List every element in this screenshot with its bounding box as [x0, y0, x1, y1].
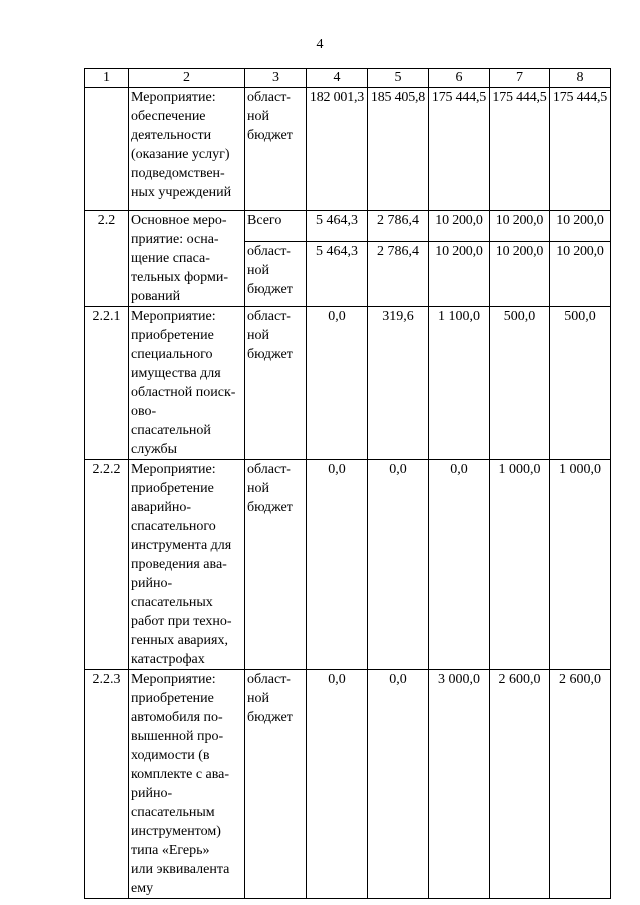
desc-line: Мероприятие: — [131, 462, 216, 477]
row-description — [129, 211, 245, 307]
source-line: област- — [247, 462, 291, 477]
desc-line: Мероприятие: — [131, 672, 216, 687]
row-code: 2.2 — [85, 211, 129, 307]
desc-line: рийно- — [131, 786, 173, 801]
desc-line: приобретение — [131, 691, 214, 706]
value-cell: 2 600,0 — [550, 670, 611, 899]
row-code: 2.2.3 — [85, 670, 129, 899]
value-cell: 500,0 — [490, 307, 550, 460]
value-cell: 10 200,0 — [550, 242, 611, 307]
desc-line: приобретение — [131, 328, 214, 343]
value-cell: 2 786,4 — [368, 242, 429, 307]
value-cell: 0,0 — [307, 460, 368, 670]
desc-line: тельных форми- — [131, 270, 228, 285]
value-cell: 1 000,0 — [550, 460, 611, 670]
source-line: ной — [247, 109, 269, 124]
budget-table — [84, 68, 611, 899]
desc-line: автомобиля по- — [131, 710, 223, 725]
row-funding-source — [245, 670, 307, 899]
value-cell: 0,0 — [429, 460, 490, 670]
desc-line: ных учреждений — [131, 185, 232, 200]
value-cell: 175 444,5 — [429, 88, 490, 211]
source-line: област- — [247, 309, 291, 324]
value-cell: 5 464,3 — [307, 211, 368, 242]
row-description — [129, 670, 245, 899]
desc-line: приобретение — [131, 481, 214, 496]
source-line: бюджет — [247, 282, 293, 298]
desc-line: службы — [131, 442, 178, 457]
value-cell: 0,0 — [368, 460, 429, 670]
desc-line: инструментом) — [131, 824, 221, 839]
value-cell: 175 444,5 — [490, 88, 550, 211]
table-row — [85, 88, 611, 211]
row-funding-source — [245, 88, 307, 211]
value-cell: 0,0 — [307, 307, 368, 460]
desc-line: вышенной про- — [131, 729, 224, 744]
table-row — [85, 460, 611, 670]
row-description — [129, 307, 245, 460]
desc-line: генных авариях, — [131, 633, 228, 648]
source-line: Всего — [247, 213, 282, 228]
row-funding-source — [245, 307, 307, 460]
value-cell: 1 000,0 — [490, 460, 550, 670]
desc-line: ему — [131, 881, 154, 896]
desc-line: катастрофах — [131, 652, 205, 667]
value-cell: 1 100,0 — [429, 307, 490, 460]
source-line: бюджет — [247, 710, 293, 725]
desc-line: аварийно- — [131, 500, 191, 515]
value-cell: 10 200,0 — [490, 211, 550, 242]
col-header-4: 4 — [307, 69, 368, 88]
value-cell: 319,6 — [368, 307, 429, 460]
desc-line: Основное меро- — [131, 213, 227, 228]
source-line: област- — [247, 244, 291, 260]
desc-line: спасательной — [131, 423, 211, 438]
desc-line: проведения ава- — [131, 557, 227, 572]
col-header-7: 7 — [490, 69, 550, 88]
col-header-8: 8 — [550, 69, 611, 88]
desc-line: спасательных — [131, 595, 213, 610]
value-cell: 0,0 — [307, 670, 368, 899]
value-cell: 10 200,0 — [429, 242, 490, 307]
desc-line: спасательного — [131, 519, 216, 534]
source-line: ной — [247, 263, 269, 279]
col-header-5: 5 — [368, 69, 429, 88]
desc-line: типа «Егерь» — [131, 843, 210, 858]
source-line: ной — [247, 481, 269, 496]
value-cell: 182 001,3 — [307, 88, 368, 211]
row-funding-source — [245, 460, 307, 670]
desc-line: Мероприятие: — [131, 90, 216, 105]
source-line: бюджет — [247, 500, 293, 515]
desc-line: имущества для — [131, 366, 221, 381]
row-description — [129, 88, 245, 211]
desc-line: или эквивалента — [131, 862, 230, 877]
source-line: област- — [247, 672, 291, 687]
value-cell: 10 200,0 — [429, 211, 490, 242]
value-cell: 0,0 — [368, 670, 429, 899]
desc-line: ходимости (в — [131, 748, 210, 763]
source-line: ной — [247, 328, 269, 343]
page-number: 4 — [316, 37, 324, 52]
value-cell: 500,0 — [550, 307, 611, 460]
header-row — [85, 69, 611, 88]
value-cell: 2 786,4 — [368, 211, 429, 242]
row-code — [85, 88, 129, 211]
desc-line: Мероприятие: — [131, 309, 216, 324]
table-row — [85, 307, 611, 460]
desc-line: приятие: осна- — [131, 232, 219, 247]
value-cell: 2 600,0 — [490, 670, 550, 899]
col-header-6: 6 — [429, 69, 490, 88]
value-cell: 10 200,0 — [550, 211, 611, 242]
col-header-1: 1 — [85, 69, 129, 88]
desc-line: работ при техно- — [131, 614, 232, 629]
table-row — [85, 211, 611, 242]
source-line: бюджет — [247, 347, 293, 362]
row-code: 2.2.1 — [85, 307, 129, 460]
desc-line: (оказание услуг) — [131, 147, 230, 162]
value-cell: 3 000,0 — [429, 670, 490, 899]
desc-line: рийно- — [131, 576, 173, 591]
desc-line: подведомствен- — [131, 166, 225, 181]
desc-line: инструмента для — [131, 538, 232, 553]
desc-line: комплекте с ава- — [131, 767, 230, 782]
col-header-2: 2 — [129, 69, 245, 88]
row-code: 2.2.2 — [85, 460, 129, 670]
row-funding-source — [245, 211, 307, 242]
desc-line: областной поиск- — [131, 385, 236, 400]
row-description — [129, 460, 245, 670]
value-cell: 175 444,5 — [550, 88, 611, 211]
desc-line: спасательным — [131, 805, 215, 820]
table-row — [85, 670, 611, 899]
row-funding-source — [245, 242, 307, 307]
value-cell: 5 464,3 — [307, 242, 368, 307]
value-cell: 10 200,0 — [490, 242, 550, 307]
col-header-3: 3 — [245, 69, 307, 88]
source-line: бюджет — [247, 128, 293, 143]
source-line: ной — [247, 691, 269, 706]
desc-line: щение спаса- — [131, 251, 210, 266]
source-line: област- — [247, 90, 291, 105]
desc-line: ово- — [131, 404, 157, 419]
value-cell: 185 405,8 — [368, 88, 429, 211]
desc-line: обеспечение — [131, 109, 206, 124]
desc-line: рований — [131, 289, 181, 304]
desc-line: специального — [131, 347, 213, 362]
desc-line: деятельности — [131, 128, 212, 143]
